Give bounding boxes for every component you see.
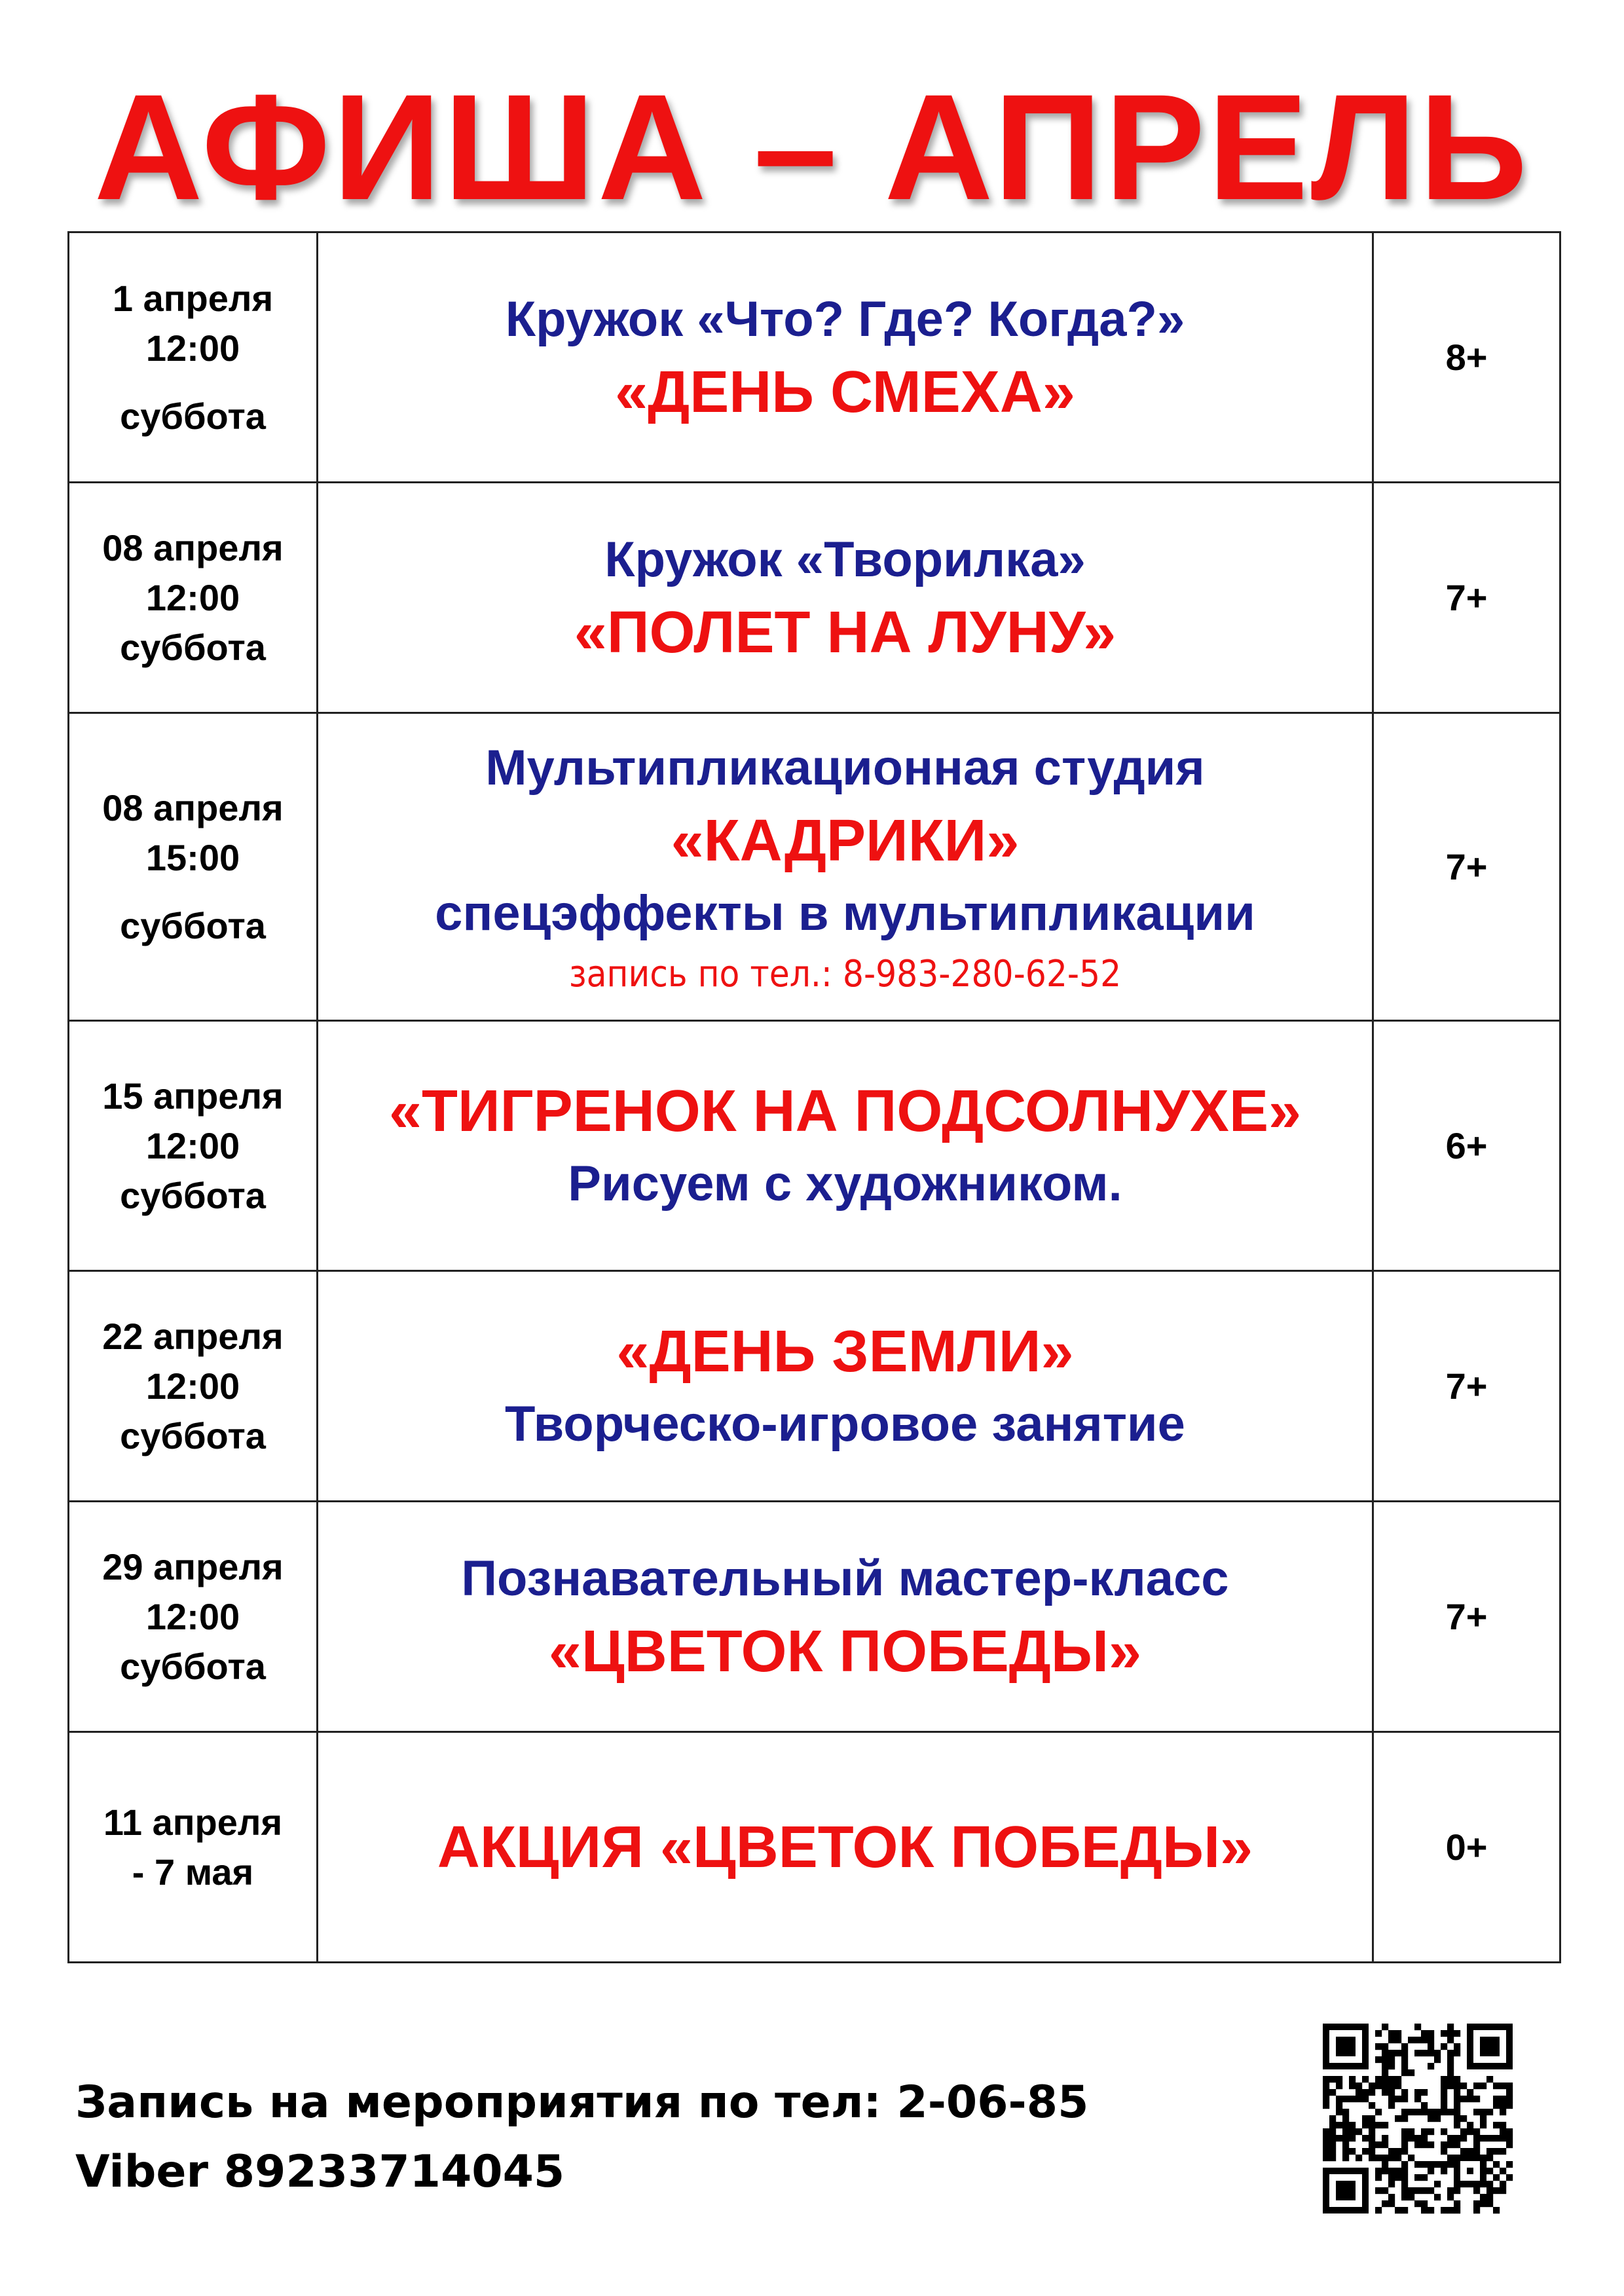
table-row [69,1021,1560,1271]
page-title: АФИША – АПРЕЛЬ [94,63,1530,231]
event-date: 08 апреля [102,527,284,568]
age-rating: 6+ [1373,1021,1560,1271]
date-cell [69,1271,318,1502]
table-row [69,713,1560,1021]
age-rating: 7+ [1373,1271,1560,1502]
table-row [69,1271,1560,1502]
event-line: Рисуем с художником. [568,1155,1122,1212]
age-rating: 7+ [1373,1502,1560,1732]
event-time: 15:00 [145,836,240,878]
event-date: 15 апреля [102,1075,284,1117]
event-line: «ПОЛЕТ НА ЛУНУ» [574,599,1116,665]
event-date: 08 апреля [102,787,284,828]
event-date: 22 апреля [102,1315,284,1357]
event-line: Творческо-игровое занятие [505,1396,1185,1452]
event-time: 12:00 [145,576,240,618]
event-time: 12:00 [145,327,240,369]
age-rating: 0+ [1373,1732,1560,1963]
age-rating: 7+ [1373,713,1560,1021]
age-rating: 8+ [1373,232,1560,483]
event-day: суббота [120,395,266,437]
footer-viber: Viber 89233714045 [75,2146,565,2198]
table-row [69,1502,1560,1732]
event-cell [318,1271,1373,1502]
event-line: «ДЕНЬ СМЕХА» [615,359,1075,425]
event-line: Познавательный мастер-класс [461,1550,1229,1606]
event-day: суббота [120,904,266,946]
date-cell [69,1021,318,1271]
table-row [69,1732,1560,1963]
event-time: 12:00 [145,1124,240,1166]
date-cell [69,1502,318,1732]
event-line: спецэффекты в мультипликации [435,885,1255,941]
event-phone: запись по тел.: 8-983-280-62-52 [568,952,1122,995]
event-cell [318,483,1373,713]
event-date: 29 апреля [102,1546,284,1587]
event-cell [318,1732,1373,1963]
table-row [69,232,1560,483]
event-date: 1 апреля [112,277,274,319]
event-line: Кружок «Что? Где? Когда?» [505,291,1185,347]
event-cell [318,713,1373,1021]
event-time: 12:00 [145,1365,240,1407]
qr-code-icon [1316,2017,1519,2220]
event-time: 12:00 [145,1595,240,1637]
date-cell [69,232,318,483]
event-line: «ЦВЕТОК ПОБЕДЫ» [548,1618,1142,1684]
footer-phone: Запись на мероприятия по тел: 2-06-85 [75,2077,1089,2128]
event-date: 11 апреля [103,1801,283,1843]
event-day: суббота [120,1174,266,1216]
event-line: Кружок «Творилка» [604,531,1086,587]
event-cell [318,1021,1373,1271]
event-line: «ТИГРЕНОК НА ПОДСОЛНУХЕ» [388,1078,1302,1144]
event-line: АКЦИЯ «ЦВЕТОК ПОБЕДЫ» [437,1814,1253,1880]
event-cell [318,1502,1373,1732]
event-day: суббота [120,1645,266,1687]
table-row [69,483,1560,713]
age-rating: 7+ [1373,483,1560,713]
event-cell [318,232,1373,483]
event-time: - 7 мая [132,1851,254,1893]
event-line: «КАДРИКИ» [671,807,1020,874]
event-line: «ДЕНЬ ЗЕМЛИ» [616,1318,1074,1384]
date-cell [69,1732,318,1963]
date-cell [69,483,318,713]
event-line: Мультипликационная студия [485,739,1205,796]
event-day: суббота [120,626,266,668]
events-table [67,231,1561,1963]
footer-contacts [75,2068,1088,2207]
event-day: суббота [120,1415,266,1456]
date-cell [69,713,318,1021]
